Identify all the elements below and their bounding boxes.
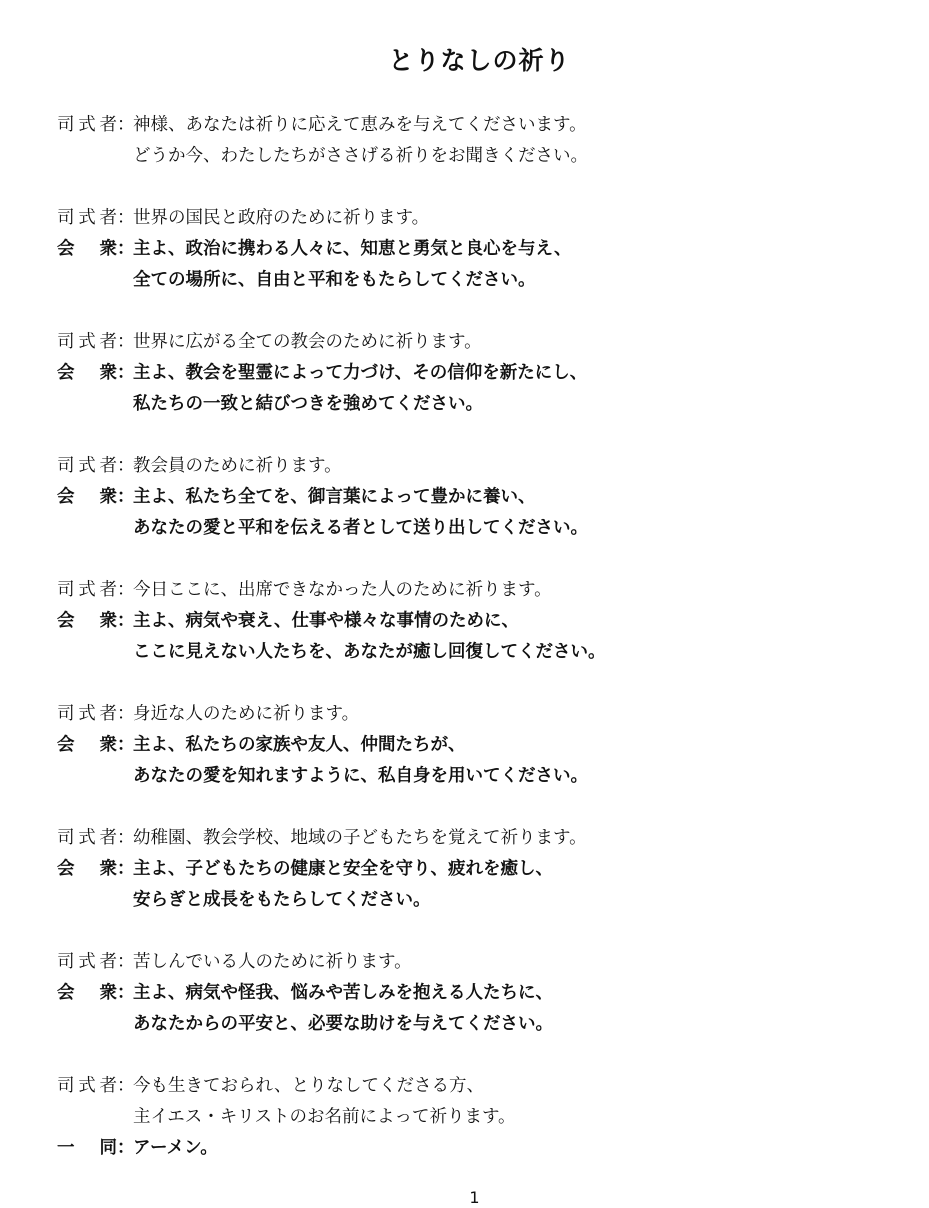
response-text: ここに見えない人たちを、あなたが癒し回復してください。 <box>133 642 606 662</box>
prayer-line <box>57 451 877 482</box>
leader-text: 主イエス・キリストのお名前によって祈ります。 <box>133 1107 516 1127</box>
speaker-char: 衆 <box>99 735 117 755</box>
speaker-label <box>57 947 117 978</box>
leader-part <box>57 1071 877 1133</box>
leader-text: どうか今、わたしたちがささげる祈りをお聞きください。 <box>133 146 588 166</box>
speaker-label <box>57 482 117 513</box>
speaker-char: 司 <box>57 704 75 724</box>
prayer-line <box>57 358 877 389</box>
prayer-section <box>57 575 877 668</box>
congregation-part <box>57 358 877 420</box>
speaker-char: 式 <box>78 332 96 352</box>
speaker-char: 者 <box>99 332 117 352</box>
speaker-colon: ： <box>117 456 135 476</box>
prayer-line <box>57 699 877 730</box>
response-text: 私たちの一致と結びつきを強めてください。 <box>133 394 483 414</box>
speaker-label <box>57 575 117 606</box>
speaker-char: 式 <box>78 828 96 848</box>
speaker-char: 会 <box>57 859 75 879</box>
leader-part <box>57 203 877 234</box>
congregation-part <box>57 482 877 544</box>
speaker-colon: ： <box>117 952 135 972</box>
speaker-char: 司 <box>57 952 75 972</box>
speaker-colon: ： <box>117 611 135 631</box>
leader-text: 世界の国民と政府のために祈ります。 <box>133 208 430 228</box>
speaker-char: 式 <box>78 952 96 972</box>
speaker-char: 者 <box>99 704 117 724</box>
congregation-part <box>57 730 877 792</box>
speaker-char: 式 <box>78 456 96 476</box>
speaker-char: 者 <box>99 456 117 476</box>
prayer-line <box>57 234 877 265</box>
speaker-label <box>57 358 117 389</box>
leader-text: 教会員のために祈ります。 <box>133 456 342 476</box>
speaker-label <box>57 730 117 761</box>
speaker-char: 司 <box>57 115 75 135</box>
speaker-label <box>57 699 117 730</box>
prayer-section <box>57 110 877 172</box>
speaker-char: 衆 <box>99 611 117 631</box>
speaker-label <box>57 110 117 141</box>
prayer-section <box>57 1071 877 1164</box>
response-text: 主よ、教会を聖霊によって力づけ、その信仰を新たにし、 <box>133 363 588 383</box>
speaker-char: 司 <box>57 1076 75 1096</box>
speaker-char: 者 <box>99 952 117 972</box>
speaker-char: 者 <box>99 828 117 848</box>
speaker-colon: ： <box>117 363 135 383</box>
speaker-colon: ： <box>117 983 135 1003</box>
speaker-label <box>57 451 117 482</box>
prayer-line <box>57 203 877 234</box>
prayer-line <box>57 730 877 761</box>
speaker-char: 会 <box>57 239 75 259</box>
speaker-char: 衆 <box>99 859 117 879</box>
speaker-label <box>57 203 117 234</box>
speaker-char: 者 <box>99 580 117 600</box>
response-text: あなたからの平安と、必要な助けを与えてください。 <box>133 1014 553 1034</box>
response-text: 主よ、私たち全てを、御言葉によって豊かに養い、 <box>133 487 536 507</box>
speaker-label <box>57 606 117 637</box>
speaker-colon: ： <box>117 704 135 724</box>
speaker-char: 式 <box>78 1076 96 1096</box>
page-title: とりなしの祈り <box>388 46 571 75</box>
prayer-line <box>57 606 877 637</box>
prayer-line <box>57 947 877 978</box>
speaker-colon: ： <box>117 115 135 135</box>
congregation-part <box>57 978 877 1040</box>
response-text: あなたの愛を知れますように、私自身を用いてください。 <box>133 766 588 786</box>
prayer-line <box>57 482 877 513</box>
speaker-char: 一 <box>57 1138 75 1158</box>
speaker-char: 式 <box>78 580 96 600</box>
leader-part <box>57 110 877 172</box>
prayer-line <box>57 978 877 1009</box>
speaker-char: 司 <box>57 208 75 228</box>
congregation-part <box>57 854 877 916</box>
response-text: 主よ、政治に携わる人々に、知恵と勇気と良心を与え、 <box>133 239 572 259</box>
congregation-part <box>57 606 877 668</box>
speaker-colon: ： <box>117 859 135 879</box>
speaker-char: 式 <box>78 115 96 135</box>
prayer-section <box>57 451 877 544</box>
speaker-colon: ： <box>117 1138 135 1158</box>
speaker-colon: ： <box>117 239 135 259</box>
leader-part <box>57 947 877 978</box>
prayer-line <box>57 1071 877 1102</box>
congregation-part <box>57 1133 877 1164</box>
prayer-line <box>57 141 877 172</box>
leader-text: 今も生きておられ、とりなしてくださる方、 <box>133 1076 485 1096</box>
leader-part <box>57 823 877 854</box>
speaker-label <box>57 234 117 265</box>
speaker-char: 衆 <box>99 239 117 259</box>
speaker-char: 司 <box>57 456 75 476</box>
prayer-section <box>57 699 877 792</box>
prayer-line <box>57 885 877 916</box>
response-text: 主よ、病気や衰え、仕事や様々な事情のために、 <box>133 611 520 631</box>
congregation-part <box>57 234 877 296</box>
leader-text: 世界に広がる全ての教会のために祈ります。 <box>133 332 482 352</box>
speaker-label <box>57 854 117 885</box>
speaker-label <box>57 823 117 854</box>
leader-part <box>57 699 877 730</box>
speaker-colon: ： <box>117 1076 135 1096</box>
speaker-colon: ： <box>117 735 135 755</box>
prayer-line <box>57 110 877 141</box>
leader-text: 身近な人のために祈ります。 <box>133 704 360 724</box>
speaker-colon: ： <box>117 332 135 352</box>
speaker-char: 者 <box>99 1076 117 1096</box>
response-text: 主よ、病気や怪我、悩みや苦しみを抱える人たちに、 <box>133 983 553 1003</box>
speaker-char: 衆 <box>99 487 117 507</box>
speaker-char: 会 <box>57 363 75 383</box>
prayer-line <box>57 637 877 668</box>
speaker-char: 者 <box>99 208 117 228</box>
speaker-char: 司 <box>57 580 75 600</box>
leader-text: 幼稚園、教会学校、地域の子どもたちを覚えて祈ります。 <box>133 828 587 848</box>
response-text: 主よ、私たちの家族や友人、仲間たちが、 <box>133 735 466 755</box>
prayer-line <box>57 1133 877 1164</box>
prayer-line <box>57 1009 877 1040</box>
speaker-char: 衆 <box>99 363 117 383</box>
prayer-line <box>57 513 877 544</box>
prayer-section <box>57 203 877 296</box>
speaker-char: 司 <box>57 828 75 848</box>
prayer-line <box>57 575 877 606</box>
speaker-char: 会 <box>57 735 75 755</box>
speaker-colon: ： <box>117 580 135 600</box>
leader-part <box>57 451 877 482</box>
response-text: 全ての場所に、自由と平和をもたらしてください。 <box>133 270 536 290</box>
speaker-char: 会 <box>57 611 75 631</box>
speaker-char: 司 <box>57 332 75 352</box>
leader-text: 苦しんでいる人のために祈ります。 <box>133 952 412 972</box>
leader-part <box>57 327 877 358</box>
speaker-char: 会 <box>57 983 75 1003</box>
speaker-label <box>57 1133 117 1164</box>
prayer-line <box>57 327 877 358</box>
prayer-line <box>57 823 877 854</box>
prayer-line <box>57 1102 877 1133</box>
leader-text: 今日ここに、出席できなかった人のために祈ります。 <box>133 580 552 600</box>
speaker-colon: ： <box>117 487 135 507</box>
speaker-char: 式 <box>78 704 96 724</box>
response-text: 主よ、子どもたちの健康と安全を守り、疲れを癒し、 <box>133 859 553 879</box>
speaker-label <box>57 327 117 358</box>
response-text: あなたの愛と平和を伝える者として送り出してください。 <box>133 518 588 538</box>
prayer-line <box>57 854 877 885</box>
page-number: 1 <box>469 1188 480 1207</box>
response-text: アーメン。 <box>133 1138 218 1158</box>
prayer-section <box>57 947 877 1040</box>
speaker-char: 者 <box>99 115 117 135</box>
prayer-line <box>57 389 877 420</box>
speaker-label <box>57 1071 117 1102</box>
speaker-label <box>57 978 117 1009</box>
speaker-char: 同 <box>99 1138 117 1158</box>
speaker-colon: ： <box>117 208 135 228</box>
speaker-char: 衆 <box>99 983 117 1003</box>
prayer-line <box>57 265 877 296</box>
leader-part <box>57 575 877 606</box>
speaker-char: 会 <box>57 487 75 507</box>
response-text: 安らぎと成長をもたらしてください。 <box>133 890 431 910</box>
prayer-section <box>57 823 877 916</box>
speaker-colon: ： <box>117 828 135 848</box>
prayer-section <box>57 327 877 420</box>
leader-text: 神様、あなたは祈りに応えて恵みを与えてくださいます。 <box>133 115 587 135</box>
prayer-line <box>57 761 877 792</box>
speaker-char: 式 <box>78 208 96 228</box>
prayer-body <box>57 110 877 1195</box>
